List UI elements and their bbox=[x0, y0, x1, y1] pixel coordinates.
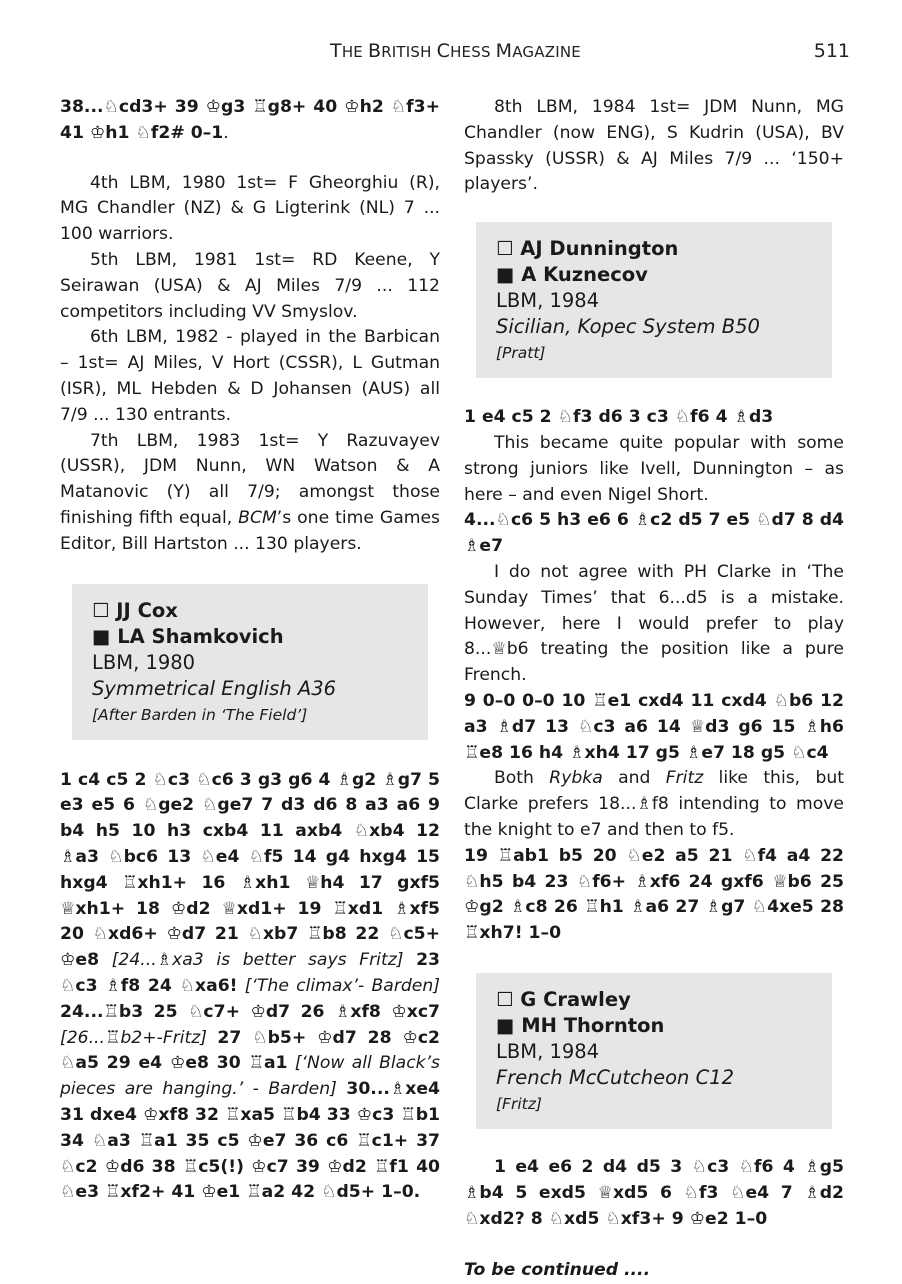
left-column bbox=[60, 95, 440, 1206]
annotation-source: [After Barden in ‘The Field’] bbox=[92, 705, 308, 724]
annotation-text: I do not agree with PH Clarke in ‘The Sunday Times’ that 6...d5 is a mistake. However, here I would prefer to play 8...♕b6 treating the position like a pure French. bbox=[464, 561, 844, 686]
lbm-1984-paragraph: 8th LBM, 1984 1st= JDM Nunn, MG Chandler (now ENG), S Kudrin (USA), BV Spassky (USSR) & AJ Miles 7/9 ... ‘150+ players’. bbox=[464, 97, 844, 195]
opening: Sicilian, Kopec System B50 bbox=[496, 315, 760, 339]
opening: Symmetrical English A36 bbox=[92, 676, 337, 700]
lbm-1983-paragraph: 7th LBM, 1983 1st= Y Razuvayev (USSR), JDM Nunn, WN Watson & A Matanovic (Y) all 7/9; amongst those finishing fifth equal, BCM’s one time Games Editor, Bill Hartston ... 130 players. bbox=[60, 430, 441, 554]
event: LBM, 1980 bbox=[92, 650, 196, 674]
annotation-source: [Fritz] bbox=[496, 1094, 542, 1113]
game-header-box bbox=[476, 973, 832, 1129]
event: LBM, 1984 bbox=[496, 1039, 600, 1063]
lbm-1981-paragraph: 5th LBM, 1981 1st= RD Keene, Y Seirawan (USA) & AJ Miles 7/9 ... 112 competitors including VV Smyslov. bbox=[60, 249, 440, 322]
game-moves: 4...♘c6 5 h3 e6 6 ♗c2 d5 7 e5 ♘d7 8 d4 ♗e7 bbox=[464, 510, 844, 557]
page-number: 511 bbox=[813, 40, 850, 62]
white-player: ☐ JJ Cox bbox=[92, 598, 178, 622]
running-header: THE BRITISH CHESS MAGAZINE bbox=[330, 40, 581, 62]
white-player: ☐ AJ Dunnington bbox=[496, 237, 679, 261]
event: LBM, 1984 bbox=[496, 289, 600, 313]
game-moves: 19 ♖ab1 b5 20 ♘e2 a5 21 ♘f4 a4 22 ♘h5 b4 23 ♘f6+ ♗xf6 24 gxf6 ♕b6 25 ♔g2 ♗c8 26 ♖h1 ♗a6 27 ♗g7 ♘4xe5 28 ♖xh7! 1–0 bbox=[464, 845, 844, 944]
game-header-box bbox=[476, 222, 832, 378]
black-player: ■ LA Shamkovich bbox=[92, 624, 284, 648]
game-end-moves: 38...♘cd3+ 39 ♔g3 ♖g8+ 40 ♔h2 ♘f3+ 41 ♔h1 ♘f2# 0–1. bbox=[60, 97, 440, 143]
white-player: ☐ G Crawley bbox=[496, 987, 631, 1011]
game-header-box bbox=[72, 584, 428, 740]
annotation-text: This became quite popular with some strong juniors like Ivell, Dunnington – as here – and even Nigel Short. bbox=[464, 432, 844, 505]
game-moves: 1 e4 c5 2 ♘f3 d6 3 c3 ♘f6 4 ♗d3 bbox=[464, 407, 774, 428]
black-player: ■ MH Thornton bbox=[496, 1013, 665, 1037]
game-moves: 1 c4 c5 2 ♘c3 ♘c6 3 g3 g6 4 ♗g2 ♗g7 5 e3 e5 6 ♘ge2 ♘ge7 7 d3 d6 8 a3 a6 9 b4 h5 10 h3 cxb4 11 axb4 ♘xb4 12 ♗a3 ♘bc6 13 ♘e4 ♘f5 14 g4 hxg4 15 hxg4 ♖xh1+ 16 ♗xh1 ♕h4 17 gxf5 ♕xh1+ 18 ♔d2 ♕xd1+ 19 ♖xd1 ♗xf5 20 ♘xd6+ ♔d7 21 ♘xb7 ♖b8 22 ♘c5+ ♔e8 [24...♗xa3 is better says Fritz] 23 ♘c3 ♗f8 24 ♘xa6! [‘The climax’- Barden] 24...♖b3 25 ♘c7+ ♔d7 26 ♗xf8 ♔xc7 [26...♖b2+-Fritz] 27 ♘b5+ ♔d7 28 ♔c2 ♘a5 29 e4 ♔e8 30 ♖a1 [‘Now all Black’s pieces are hanging.’ - Barden] 30...♗xe4 31 dxe4 ♔xf8 32 ♖xa5 ♖b4 33 ♔c3 ♖b1 34 ♘a3 ♖a1 35 c5 ♔e7 36 c6 ♖c1+ 37 ♘c2 ♔d6 38 ♖c5(!) ♔c7 39 ♔d2 ♖f1 40 ♘e3 ♖xf2+ 41 ♔e1 ♖a2 42 ♘d5+ 1–0. bbox=[60, 769, 441, 1203]
black-player: ■ A Kuznecov bbox=[496, 263, 648, 287]
annotation-text: Both Rybka and Fritz like this, but Clarke prefers 18...♗f8 intending to move the knight to e7 and then to f5. bbox=[464, 768, 844, 840]
game-moves: 1 e4 e6 2 d4 d5 3 ♘c3 ♘f6 4 ♗g5 ♗b4 5 exd5 ♕xd5 6 ♘f3 ♘e4 7 ♗d2 ♘xd2? 8 ♘xd5 ♘xf3+ 9 ♔e2 1–0 bbox=[464, 1156, 844, 1229]
lbm-1980-paragraph: 4th LBM, 1980 1st= F Gheorghiu (R), MG Chandler (NZ) & G Ligterink (NL) 7 ... 100 warriors. bbox=[60, 172, 440, 245]
to-be-continued: To be continued .... bbox=[464, 1260, 651, 1281]
annotation-source: [Pratt] bbox=[496, 344, 546, 363]
right-column bbox=[464, 95, 844, 1284]
game-moves: 9 0–0 0–0 10 ♖e1 cxd4 11 cxd4 ♘b6 12 a3 ♗d7 13 ♘c3 a6 14 ♕d3 g6 15 ♗h6 ♖e8 16 h4 ♗xh4 17 g5 ♗e7 18 g5 ♘c4 bbox=[464, 690, 844, 763]
opening: French McCutcheon C12 bbox=[496, 1065, 735, 1089]
lbm-1982-paragraph: 6th LBM, 1982 - played in the Barbican – 1st= AJ Miles, V Hort (CSSR), L Gutman (ISR), ML Hebden & D Johansen (AUS) all 7/9 ... 130 entrants. bbox=[60, 327, 440, 425]
